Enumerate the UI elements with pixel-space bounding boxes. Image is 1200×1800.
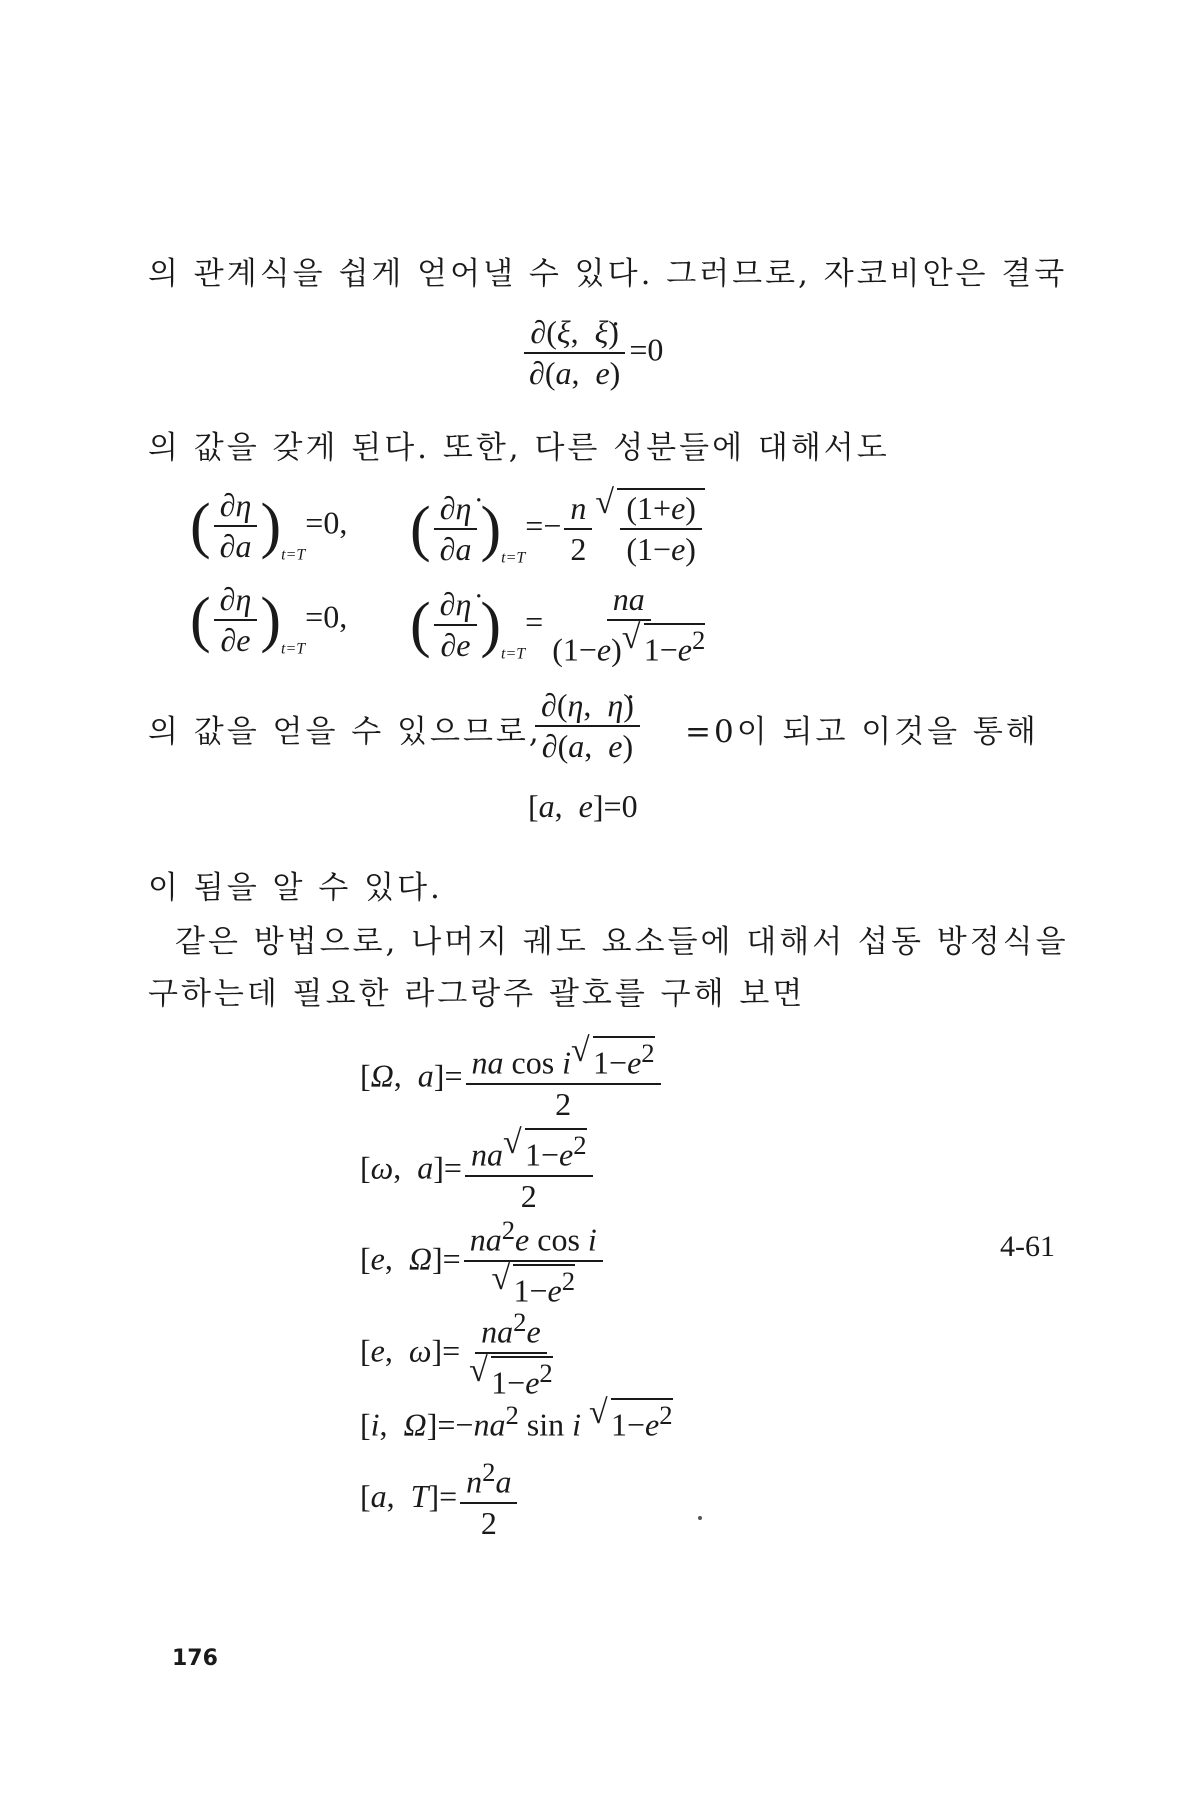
paragraph-line-6: 구하는데 필요한 라그랑주 괄호를 구해 보면: [148, 976, 806, 1012]
paragraph-line-4: 이 됨을 알 수 있다.: [148, 870, 443, 906]
page-number: 176: [172, 1646, 218, 1671]
paragraph-line-3b: =0이 되고 이것을 통해: [685, 714, 1039, 750]
bracket-i-omega: [i, $\Omega]=-na^2$ sin i √ $1-e^2$: [360, 1398, 673, 1444]
bracket-e-omega: [e, Ω]= $na^2e$ cos i √ $1-e^2$: [360, 1216, 606, 1309]
paragraph-line-1: 의 관계식을 쉽게 얻어낼 수 있다. 그러므로, 자코비안은 결국: [148, 256, 1068, 292]
partial-etadot-a-equation: ( $\frac{\partial\etȧ}{\partial a}$ )$_{t=T}=-$ $\frac{n}{2}$ √ $\frac{(1+e)}{(1-e)}$: [410, 488, 705, 568]
lagrange-bracket-a-e: [a, e]=0: [528, 788, 638, 824]
bracket-e-w: [e, ω]= $na^2e$ √ $1-e^2$: [360, 1308, 562, 1401]
bracket-a-T: [a, T]= $\frac{n^2a}{2}$: [360, 1458, 520, 1541]
paragraph-line-5: 같은 방법으로, 나머지 궤도 요소들에 대해서 섭동 방정식을: [175, 924, 1069, 960]
partial-eta-e-equation: ( $\frac{\partial\eta}{\partial e}$ )$_{t=T}=0$,: [190, 581, 348, 659]
paragraph-line-2: 의 값을 갖게 된다. 또한, 다른 성분들에 대해서도: [148, 430, 890, 466]
paragraph-line-3: 의 값을 얻을 수 있으므로,: [148, 714, 542, 750]
partial-etadot-e-equation: ( $\frac{\partial\etȧ}{\partial e}$ )$_{t=T}=$ $\frac{na}{(1-e)√ 1-e^2}$: [410, 582, 714, 668]
jacobian-xi-equation: $\frac{\partial(\xi, \xi̇)}{\partial(a, e)}$ =0: [520, 315, 663, 391]
speck-mark: [698, 1516, 702, 1520]
bracket-w-a: [ω, a]= $\frac{na√ 1-e^2}{2}$: [360, 1128, 596, 1214]
bracket-omega-a: [Ω, a]= $\frac{na \cos i√ 1-e^2}{2}$: [360, 1036, 664, 1122]
equation-number: 4-61: [1000, 1230, 1055, 1263]
partial-eta-a-equation: ( $\frac{\partial\eta}{\partial a}$ )$_{t=T}=0$,: [190, 487, 348, 565]
jacobian-eta-fraction: $\frac{\partial(\eta, \etȧ)}{\partial(a, e)}$: [532, 688, 643, 764]
